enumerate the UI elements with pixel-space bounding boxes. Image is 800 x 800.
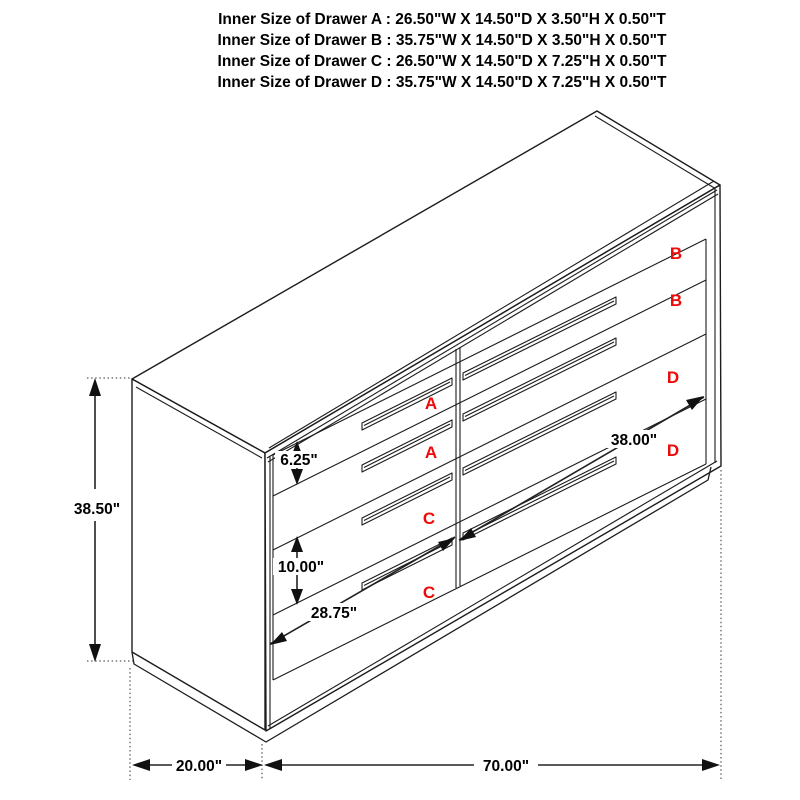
arrow-left-icon — [264, 759, 282, 771]
dim-left-drawer-width-label: 28.75" — [310, 605, 358, 622]
drawer-label-a1: A — [424, 394, 438, 413]
arrow-left-icon — [132, 759, 150, 771]
drawer-label-c2: C — [422, 583, 436, 602]
cabinet-body — [132, 111, 721, 742]
arrow-up-icon — [89, 378, 101, 396]
dim-top-drawer-height-label: 6.25" — [280, 452, 318, 469]
spec-line-drawer-c: Inner Size of Drawer C : 26.50"W X 14.50"D X 7.25"H X 0.50"T — [217, 53, 667, 70]
dim-overall-width-label: 70.00" — [482, 758, 530, 775]
drawer-label-c1: C — [422, 509, 436, 528]
dim-right-drawer-width-label: 38.00" — [610, 432, 658, 449]
drawer-label-a2: A — [424, 443, 438, 462]
drawer-label-d1: D — [666, 368, 680, 387]
drawer-label-b2: B — [669, 291, 683, 310]
dim-overall-depth-label: 20.00" — [175, 758, 223, 775]
drawer-label-b1: B — [669, 244, 683, 263]
spec-line-drawer-d: Inner Size of Drawer D : 35.75"W X 14.50"D X 7.25"H X 0.50"T — [217, 74, 667, 91]
drawer-label-d2: D — [666, 441, 680, 460]
spec-line-drawer-b: Inner Size of Drawer B : 35.75"W X 14.50"D X 3.50"H X 0.50"T — [217, 32, 667, 49]
dim-bottom-drawer-height-label: 10.00" — [277, 559, 325, 576]
arrow-right-icon — [245, 759, 263, 771]
arrow-down-icon — [89, 644, 101, 662]
dim-overall-height-label: 38.50" — [73, 501, 121, 518]
spec-line-drawer-a: Inner Size of Drawer A : 26.50"W X 14.50"D X 3.50"H X 0.50"T — [218, 11, 666, 28]
arrow-right-icon — [702, 759, 720, 771]
dim-overall-height — [74, 378, 134, 662]
